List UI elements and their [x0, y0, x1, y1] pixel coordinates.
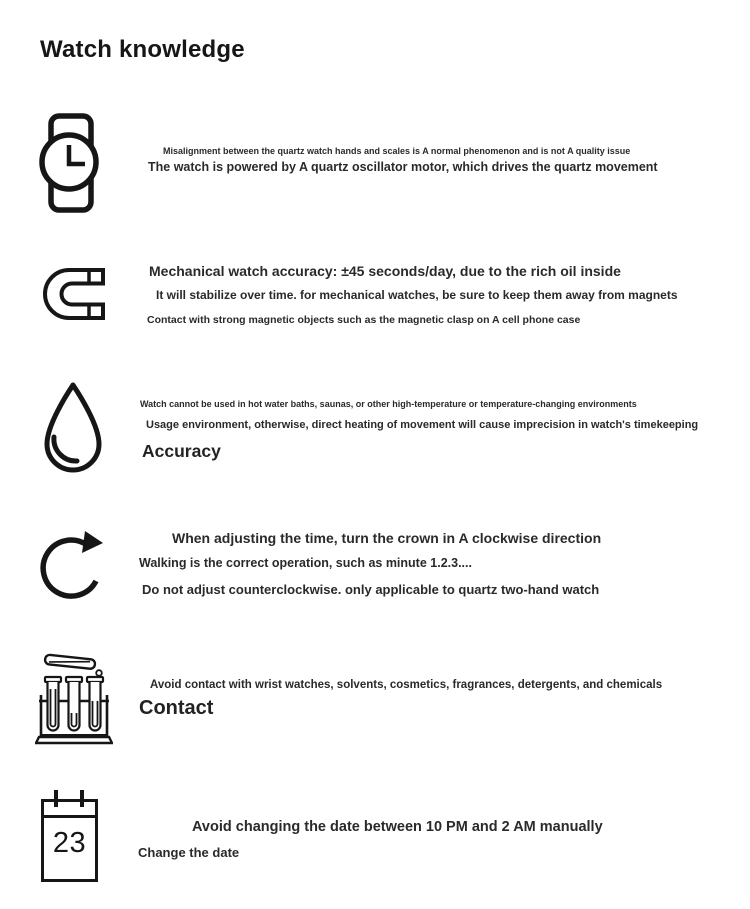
wristwatch-icon	[38, 112, 104, 214]
page-title: Watch knowledge	[40, 36, 245, 63]
clockwise-arrow-icon	[40, 526, 106, 604]
s3-line1: Watch cannot be used in hot water baths, saunas, or other high-temperature or temperature-changing environments	[140, 399, 637, 409]
s4-line2: Walking is the correct operation, such as minute 1.2.3....	[139, 556, 472, 570]
s3-heading-accuracy: Accuracy	[142, 441, 221, 461]
magnet-icon	[39, 264, 105, 324]
s2-line1: Mechanical watch accuracy: ±45 seconds/day, due to the rich oil inside	[149, 263, 621, 279]
s1-line1: Misalignment between the quartz watch hands and scales is A normal phenomenon and is not A quality issue	[163, 146, 631, 156]
s6-line2: Change the date	[138, 845, 240, 860]
calendar-icon	[41, 790, 105, 885]
test-tubes-icon	[35, 645, 113, 748]
calendar-ring-icon	[54, 790, 58, 807]
water-drop-icon	[40, 380, 106, 475]
calendar-box	[41, 799, 98, 882]
s2-line3: Contact with strong magnetic objects such as the magnetic clasp on A cell phone case	[147, 314, 581, 326]
calendar-day: 23	[52, 827, 87, 859]
s2-line2: It will stabilize over time. for mechanical watches, be sure to keep them away from magnets	[156, 288, 678, 302]
s3-line2: Usage environment, otherwise, direct heating of movement will cause imprecision in watch's timekeeping	[146, 419, 699, 431]
s1-line2: The watch is powered by A quartz oscillator motor, which drives the quartz movement	[148, 160, 658, 174]
s5-heading-contact: Contact	[139, 697, 214, 719]
calendar-header	[44, 802, 95, 818]
s5-line1: Avoid contact with wrist watches, solvents, cosmetics, fragrances, detergents, and chemicals	[150, 679, 663, 691]
s6-line1: Avoid changing the date between 10 PM and 2 AM manually	[192, 819, 603, 835]
s4-line3: Do not adjust counterclockwise. only applicable to quartz two-hand watch	[142, 582, 600, 597]
s4-line1: When adjusting the time, turn the crown in A clockwise direction	[172, 530, 602, 546]
calendar-ring-icon	[80, 790, 84, 807]
